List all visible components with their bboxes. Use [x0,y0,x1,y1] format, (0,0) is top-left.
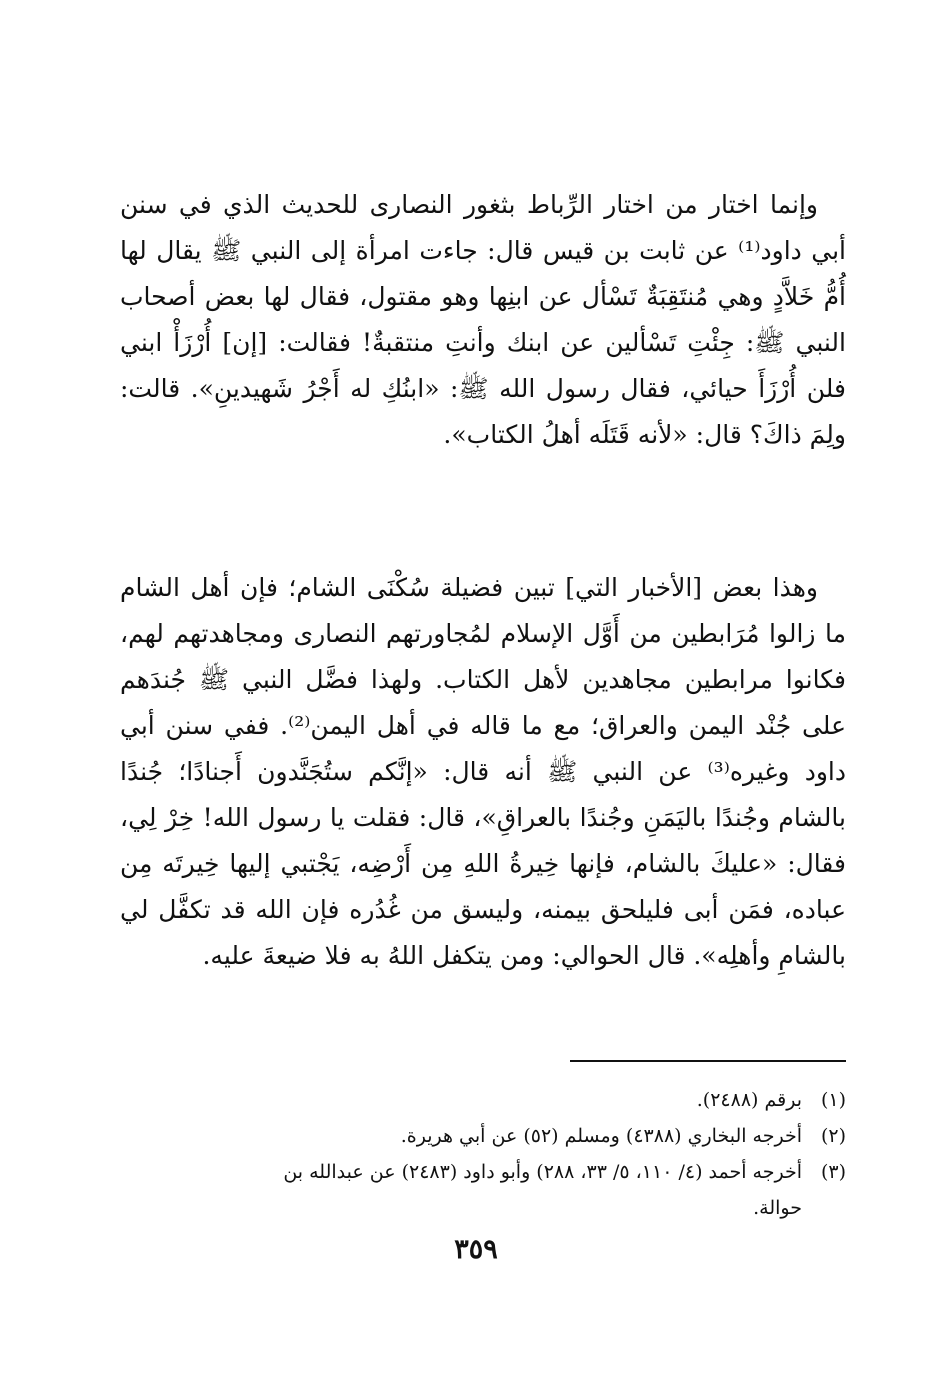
footnote-number: (٣) [820,1161,846,1183]
footnote-1 [120,1082,846,1118]
main-text-paragraph-2 [120,565,846,979]
footnote-text: برقم (٢٤٨٨). [696,1089,802,1111]
footnote-3-continuation [120,1190,846,1226]
footnote-3 [120,1154,846,1190]
footnote-number: (١) [820,1089,846,1111]
footnote-text: أخرجه أحمد (٤/ ١١٠، ٥/ ٣٣، ٢٨٨) وأبو داود (٢٤٨٣) عن عبدالله بن [283,1161,802,1183]
paragraph-text: وإنما اختار من اختار الرِّباط بثغور النصارى للحديث الذي في سنن أبي داود⁽¹⁾ عن ثابت بن قيس قال: جاءت امرأة إلى النبي ﷺ يقال لها أُمُّ خَلاَّدٍ وهي مُنتَقِبَةٌ تَسْأل عن ابنِها وهو مقتول، فقال لها بعض أصحاب النبي ﷺ: جِئْتِ تَسْألين عن ابنك وأنتِ منتقبةٌ! فقالت: [إن] أُرْزَأْ ابني فلن أُرْزَأَ حيائي، فقال رسول الله ﷺ: «ابنُكِ له أَجْرُ شَهيدينِ». قالت: ولِمَ ذاكَ؟ قال: «لأنه قَتَلَه أهلُ الكتاب». [120,190,846,449]
footnote-text: حوالة. [753,1197,802,1219]
footnote-text: أخرجه البخاري (٤٣٨٨) ومسلم (٥٢) عن أبي هريرة. [400,1125,802,1147]
main-text-paragraph-1 [120,182,846,458]
paragraph-text: وهذا بعض [الأخبار التي] تبين فضيلة سُكْنَى الشام؛ فإن أهل الشام ما زالوا مُرَابطين من أَوَّل الإسلام لمُجاورتهم النصارى ومجاهدتهم لهم، فكانوا مرابطين مجاهدين لأهل الكتاب. ولهذا فضَّل النبي ﷺ جُندَهم على جُنْد اليمن والعراق؛ مع ما قاله في أهل اليمن⁽²⁾. ففي سنن أبي داود وغيره⁽³⁾ عن النبي ﷺ أنه قال: «إنَّكم ستُجَنَّدون أَجنادًا؛ جُندًا بالشام وجُندًا باليَمَنِ وجُندًا بالعراقِ»، قال: فقلت يا رسول الله! خِرْ لِي، فقال: «عليكَ بالشام، فإنها خِيرةُ اللهِ مِن أَرْضِه، يَجْتبي إليها خِيرتَه مِن عباده، فمَن أبى فليلحق بيمنه، وليسق من غُدُره فإن الله قد تكفَّل لي بالشامِ وأهلِه». قال الحوالي: ومن يتكفل اللهُ به فلا ضيعةَ عليه. [120,573,846,970]
footnote-number: (٢) [820,1125,846,1147]
page-number: ٣٥٩ [454,1234,498,1265]
footnote-2 [120,1118,846,1154]
footnotes-section [120,1082,846,1226]
footnote-separator-line [570,1060,846,1062]
